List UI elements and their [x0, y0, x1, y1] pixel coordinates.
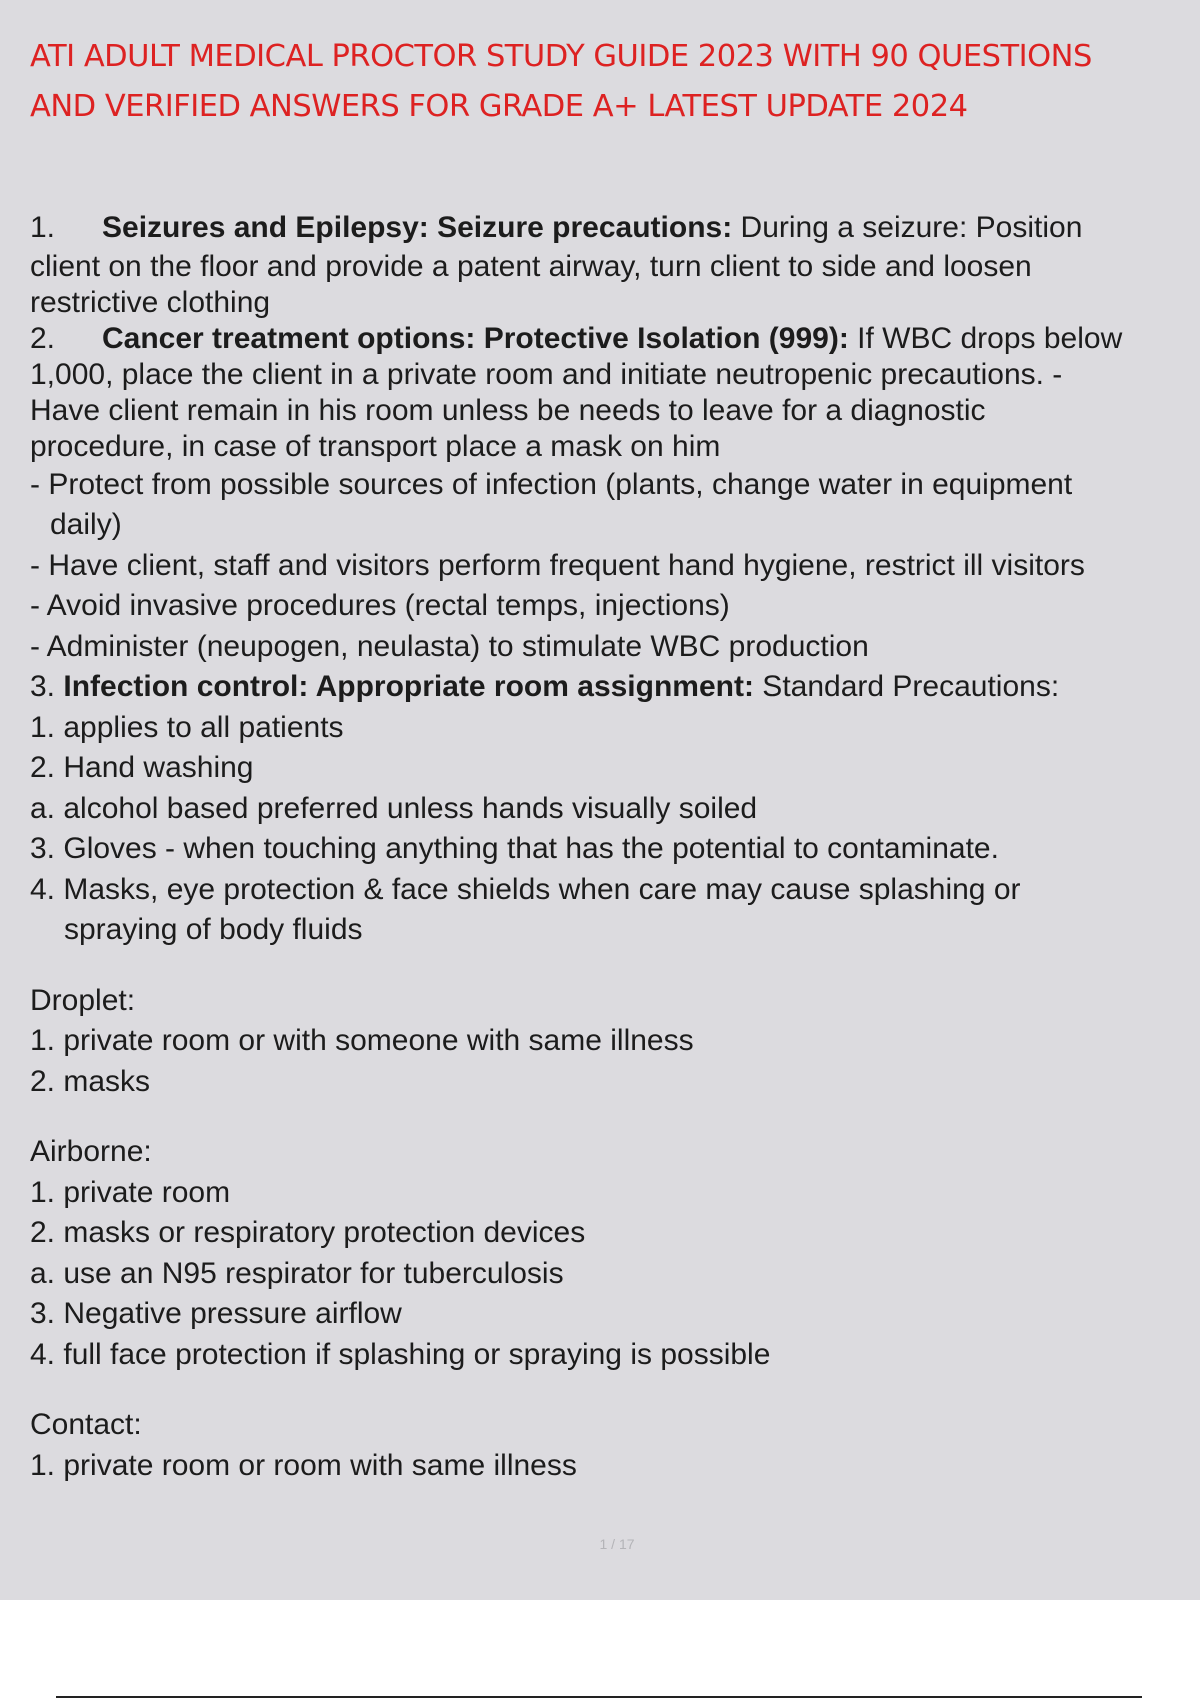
contact-heading: Contact: [30, 1408, 142, 1441]
standard-item-continued: spraying of body fluids [64, 913, 363, 946]
droplet-item: 2. masks [30, 1064, 151, 1098]
spacer [30, 951, 1200, 981]
standard-item: 2. Hand washing [30, 751, 254, 784]
item-3-first-line [30, 667, 1200, 708]
item-heading: Cancer treatment options: Protective Isolation (999): [102, 321, 849, 355]
item-2-first-line [30, 321, 1200, 357]
item-1-line-2: client on the floor and provide a patent airway, turn client to side and loosen [30, 249, 1032, 283]
item-heading: Seizures and Epilepsy: Seizure precautions: [102, 211, 733, 244]
item-2-bullet-3: - Avoid invasive procedures (rectal temps, injections) [30, 589, 730, 622]
airborne-item: 1. private room [30, 1175, 231, 1209]
page-divider-line [56, 1696, 1142, 1698]
page-indicator: 1 / 17 [599, 1536, 635, 1552]
item-number: 1. [30, 211, 56, 244]
item-2-bullet-1: - Protect from possible sources of infection (plants, change water in equipment [30, 467, 1073, 501]
droplet-item: 1. private room or with someone with same illness [30, 1024, 694, 1057]
airborne-heading: Airborne: [30, 1135, 152, 1168]
standard-item: 1. applies to all patients [30, 710, 344, 744]
item-2-bullet-1-continued: daily) [50, 508, 122, 541]
airborne-item: 3. Negative pressure airflow [30, 1297, 402, 1330]
item-number: 3. [30, 670, 56, 703]
item-text: During a seizure: Position [732, 211, 1083, 244]
item-1-line-3: restrictive clothing [30, 285, 271, 319]
item-text: Standard Precautions: [753, 670, 1060, 703]
item-2-line-3: Have client remain in his room unless be needs to leave for a diagnostic [30, 393, 986, 427]
item-number: 2. [30, 321, 56, 355]
item-text: If WBC drops below [848, 321, 1123, 355]
spacer [30, 1102, 1200, 1132]
title-line-1: ATI ADULT MEDICAL PROCTOR STUDY GUIDE 2023 WITH 90 QUESTIONS [30, 39, 1092, 74]
item-1-first-line [30, 208, 1200, 249]
airborne-item: a. use an N95 respirator for tuberculosis [30, 1256, 564, 1290]
airborne-item: 2. masks or respiratory protection devices [30, 1216, 586, 1249]
item-2-bullet-4: - Administer (neupogen, neulasta) to stimulate WBC production [30, 629, 869, 663]
standard-item: a. alcohol based preferred unless hands visually soiled [30, 791, 758, 825]
title-line-2: AND VERIFIED ANSWERS FOR GRADE A+ LATEST UPDATE 2024 [30, 89, 968, 124]
item-heading: Infection control: Appropriate room assignment: [63, 670, 754, 703]
standard-item: 3. Gloves - when touching anything that has the potential to contaminate. [30, 832, 999, 865]
item-2-line-4: procedure, in case of transport place a mask on him [30, 429, 721, 463]
document-title [30, 32, 1200, 132]
airborne-item: 4. full face protection if splashing or spraying is possible [30, 1337, 771, 1371]
contact-item: 1. private room or room with same illness [30, 1448, 577, 1482]
item-2-line-2: 1,000, place the client in a private room and initiate neutropenic precautions. - [30, 357, 1063, 391]
droplet-heading: Droplet: [30, 983, 136, 1017]
standard-item: 4. Masks, eye protection & face shields when care may cause splashing or [30, 872, 1021, 906]
spacer [30, 1375, 1200, 1405]
document-body [30, 208, 1200, 1486]
item-2-bullet-2: - Have client, staff and visitors perform frequent hand hygiene, restrict ill visitors [30, 548, 1085, 582]
